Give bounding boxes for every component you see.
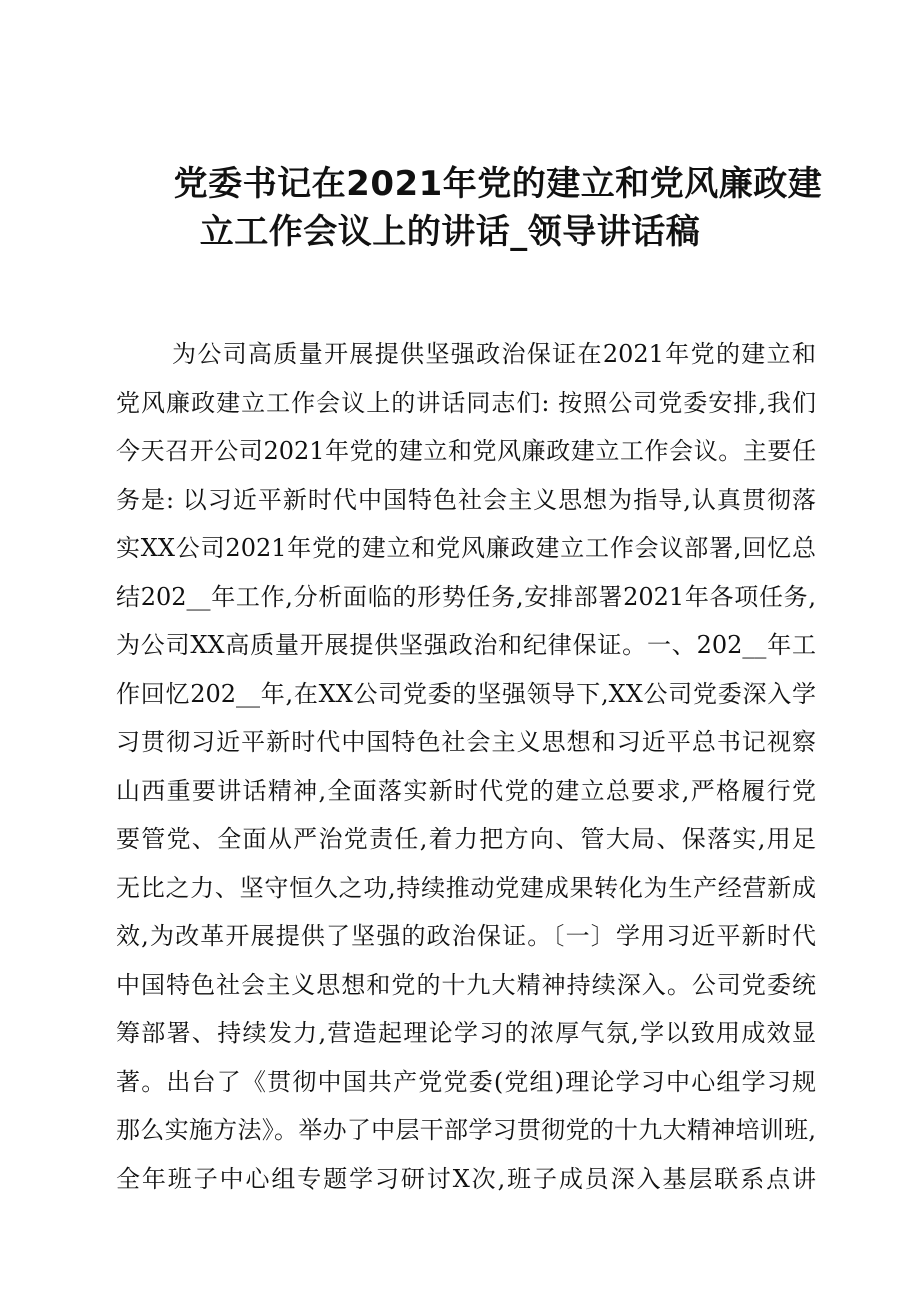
body-line: 中国特色社会主义思想和党的十九大精神持续深入。公司党委统: [116, 970, 816, 999]
body-line: 筹部署、持续发力,营造起理论学习的浓厚气氛,学以致用成效显: [116, 1019, 816, 1047]
body-line: 要管党、全面从严治党责任,着力把方向、管大局、保落实,用足: [116, 825, 816, 853]
body-line: 务是: 以习近平新时代中国特色社会主义思想为指导,认真贯彻落: [116, 485, 816, 514]
title-line-2: 立工作会议上的讲话_领导讲话稿: [199, 212, 701, 252]
body-line: 那么实施方法》。举办了中层干部学习贯彻党的十九大精神培训班,: [116, 1116, 816, 1144]
body-line: 山西重要讲话精神,全面落实新时代党的建立总要求,严格履行党: [116, 776, 816, 805]
body-line: 为公司高质量开展提供坚强政治保证在2021年党的建立和: [172, 340, 816, 368]
title-line-1: 党委书记在2021年党的建立和党风廉政建: [173, 164, 823, 204]
body-line: 全年班子中心组专题学习研讨X次,班子成员深入基层联系点讲: [116, 1164, 816, 1193]
body-line: 无比之力、坚守恒久之功,持续推动党建成果转化为生产经营新成: [116, 873, 816, 902]
document-body: [116, 330, 816, 1203]
document-title: [110, 160, 850, 256]
body-line: 结202__年工作,分析面临的形势任务,安排部署2021年各项任务,: [116, 582, 816, 611]
body-line: 为公司XX高质量开展提供坚强政治和纪律保证。一、202__年工: [116, 631, 816, 659]
body-line: 党风廉政建立工作会议上的讲话同志们: 按照公司党委安排,我们: [116, 388, 816, 417]
body-line: 著。出台了《贯彻中国共产党党委(党组)理论学习中心组学习规: [116, 1067, 816, 1096]
body-line: 实XX公司2021年党的建立和党风廉政建立工作会议部署,回忆总: [116, 534, 816, 562]
body-line: 作回忆202__年,在XX公司党委的坚强领导下,XX公司党委深入学: [116, 679, 816, 708]
body-line: 习贯彻习近平新时代中国特色社会主义思想和习近平总书记视察: [116, 728, 816, 756]
body-line: 今天召开公司2021年党的建立和党风廉政建立工作会议。主要任: [116, 437, 816, 465]
body-line: 效,为改革开展提供了坚强的政治保证。〔一〕学用习近平新时代: [116, 922, 816, 950]
